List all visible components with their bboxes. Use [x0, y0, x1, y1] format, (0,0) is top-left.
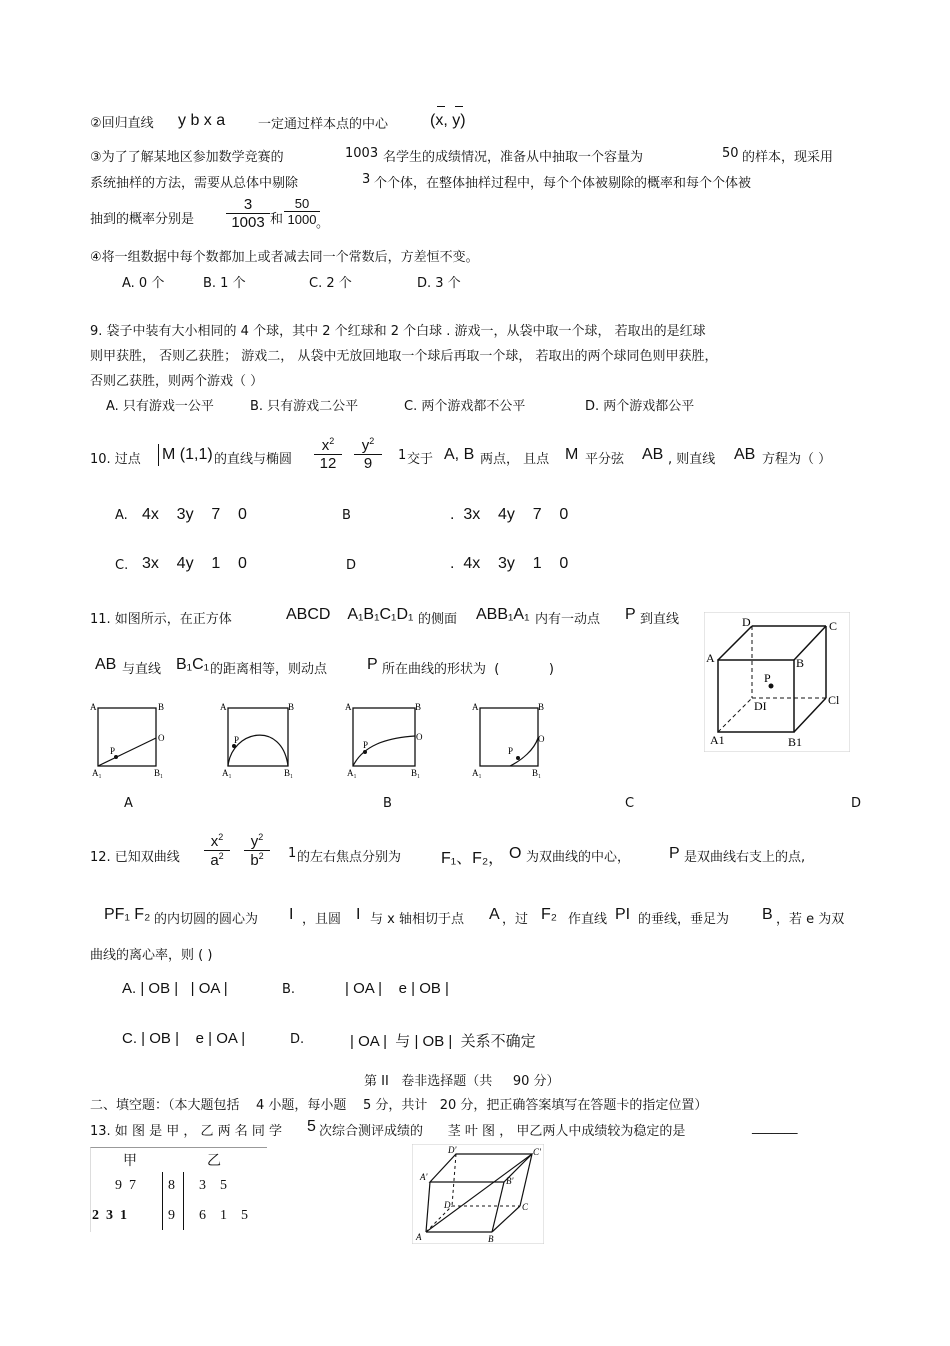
q10-text2: 两点， 且点 [480, 452, 550, 467]
q13-label-d1: D' [448, 1145, 457, 1155]
q11-c-label-a: A [345, 702, 352, 712]
q11-cube-label-b: B [796, 656, 805, 670]
q10-option-a-label: A. [115, 508, 128, 523]
q8-item3-line2num: 3 [362, 172, 371, 187]
q12-option-b-label: B. [282, 982, 296, 997]
q13-label-c1: C' [533, 1147, 541, 1157]
q10-f1-den: 12 [319, 455, 337, 472]
q11-a-curve [98, 738, 156, 766]
q12-f2-den-sup: 2 [258, 851, 264, 861]
q11-cube-hidden-a1d1 [718, 698, 752, 732]
q12-foci: F₁、F₂， [441, 850, 505, 867]
q13-five: 5 [307, 1118, 316, 1135]
q12-p: P [669, 845, 680, 862]
q12-line2f: 与 x 轴相切于点 [370, 912, 464, 927]
q11-b-label-b: B [288, 702, 295, 712]
q12-option-b: | OA | e | OB | [345, 980, 449, 997]
q13-prism-edge-bb [492, 1182, 504, 1232]
q11-a-label-b: B [158, 702, 165, 712]
q12-line3: 曲线的离心率，则 ( ) [90, 948, 213, 963]
q8-item3-c: 的样本，现采用 [742, 150, 834, 165]
q11-d-label-b: B [538, 702, 545, 712]
q13-label-b: B [488, 1234, 494, 1244]
q10-option-a: 4x 3y 7 0 [142, 506, 247, 523]
q11-line1a: 11. 如图所示，在正方体 [90, 612, 232, 627]
q10-option-c: 3x 4y 1 0 [142, 555, 247, 572]
q11-p: P [625, 606, 636, 623]
q12-line2k: PI [615, 906, 631, 923]
q11-a-label-o: O [158, 733, 165, 743]
q8-fraction-1 [226, 196, 270, 231]
q12-f2-var: y [250, 833, 259, 850]
q12-option-c: C. | OB | e | OA | [122, 1030, 246, 1047]
q13-prism-top [430, 1154, 532, 1182]
q10-option-d-label: D [346, 558, 357, 573]
q8-item3-line3: 抽到的概率分别是 [90, 212, 195, 227]
q10-f1-num [314, 436, 342, 455]
q10-fraction-y [354, 436, 382, 472]
q11-b-label-a1: A₁ [222, 768, 232, 778]
q11-choice-c: C [625, 796, 635, 811]
q11-line2b: 与直线 [122, 662, 162, 677]
q11-d-square [480, 708, 538, 766]
q11-line1c: 内有一动点 [535, 612, 601, 627]
q8-fraction-2 [284, 196, 320, 227]
q11-cube-label-a1: A1 [710, 733, 725, 747]
q10-option-b: . 3x 4y 7 0 [450, 506, 569, 523]
q10-prefix: 10. 过点 [90, 452, 141, 467]
q8-overbar-y [455, 106, 463, 107]
q13-row1-right: 3 5 [199, 1178, 227, 1193]
q11-cube-edge-ad [718, 626, 752, 660]
q10-fraction-x [314, 436, 342, 472]
q13-row1-left: 9 7 [115, 1178, 136, 1193]
q13-prism-figure [412, 1144, 544, 1244]
q11-d-label-o: O [538, 734, 545, 744]
q12-line2j: 作直线 [568, 912, 608, 927]
q11-line2e: P [367, 656, 378, 673]
q12-option-d: | OA | 与 | OB | 关系不确定 [350, 1033, 536, 1050]
q10-point-bar [158, 444, 159, 466]
q8-item3-line1 [90, 146, 284, 165]
q11-line2a: AB [95, 656, 117, 673]
q9-option-c: C. 两个游戏都不公平 [404, 399, 526, 414]
q9-line3: 否则乙获胜，则两个游戏（ ） [90, 374, 264, 389]
q8-option-b: B. 1 个 [203, 276, 246, 291]
q11-d-label-a: A [472, 702, 479, 712]
q11-a-label-p: P [110, 746, 116, 756]
q13-text2: 次综合测评成绩的 茎 叶 图 ， 甲乙两人中成绩较为稳定的是 [319, 1124, 686, 1139]
q11-line2f: 所在曲线的形状为 ( ) [382, 662, 554, 677]
q12-fraction-y [244, 832, 270, 869]
q11-a-label-b1: B₁ [154, 768, 164, 778]
q10-text1: 交于 [407, 452, 434, 467]
q11-cube-label-c: C [829, 619, 838, 633]
q12-line2g: A [489, 906, 500, 923]
q11-cube-frame [704, 612, 850, 752]
q11-a-label-a: A [90, 702, 97, 712]
q13-label-d: D [444, 1200, 451, 1210]
q8-item3-line2b: 个个体，在整体抽样过程中，每个个体被剔除的概率和每个个体被 [374, 176, 752, 191]
q8-item2-text: 一定通过样本点的中心 [258, 117, 389, 132]
q10-ab3: AB [734, 446, 756, 463]
q11-c-label-b: B [415, 702, 422, 712]
q8-frac2-den: 1000 [287, 212, 317, 227]
q8-item2 [90, 112, 154, 131]
q11-b-label-p: P [234, 735, 240, 745]
q11-face: ABB₁A₁ [476, 606, 530, 623]
q11-cube-edge-bc [794, 626, 826, 660]
q11-line2c: B₁C₁ [176, 656, 210, 673]
q11-a-square [98, 708, 156, 766]
q12-eq: 1 [288, 846, 297, 861]
q12-line2a: PF₁ F₂ [104, 906, 151, 923]
q13-label-a: A [416, 1232, 422, 1242]
q12-f2-sup: 2 [258, 832, 264, 842]
q8-item2-point: (x, y) [430, 112, 466, 129]
q11-cube: ABCD A₁B₁C₁D₁ [286, 606, 414, 623]
q11-line1b: 的侧面 [418, 612, 458, 627]
q11-cube-label-c1: Cl [828, 693, 840, 707]
q8-option-a: A. 0 个 [122, 276, 165, 291]
q12-line2n: ，若 e 为双 [776, 912, 845, 927]
q9-line2: 则甲获胜， 否则乙获胜； 游戏二， 从袋中无放回地取一个球后再取一个球， 若取出的两个球同色则甲获胜， [90, 349, 718, 364]
q12-f1-num [204, 832, 230, 851]
q12-f2-den [244, 851, 270, 869]
q11-c-label-b1: B₁ [411, 768, 421, 778]
q11-c-point [363, 750, 367, 754]
q11-d-label-p: P [508, 746, 514, 756]
q12-line2e: I [356, 906, 361, 923]
q12-option-d-label: D. [290, 1032, 305, 1047]
q13-stem-leaf-table [90, 1147, 267, 1232]
q12-f2-den-var: b [250, 852, 259, 869]
q13-prism-edge-bc [492, 1206, 520, 1232]
q9-line1: 9. 袋子中装有大小相同的 4 个球，其中 2 个红球和 2 个白球 . 游戏一，从袋中取一个球， 若取出的是红球 [90, 324, 706, 339]
q13-label-a1: A' [420, 1172, 428, 1182]
q10-text4: , 则直线 [668, 452, 716, 467]
q8-item4: ④将一组数据中每个数都加上或者减去同一个常数后，方差恒不变。 [90, 250, 479, 265]
q12-f1-den-sup: 2 [218, 851, 224, 861]
q11-line2d: 的距离相等，则动点 [210, 662, 328, 677]
q8-frac1-num: 3 [226, 196, 270, 214]
q8-overbar-x [437, 106, 445, 107]
q10-point: M (1,1) [162, 446, 213, 463]
q8-option-c: C. 2 个 [309, 276, 352, 291]
q11-line1d: 到直线 [640, 612, 680, 627]
q11-option-a-figure [90, 700, 168, 778]
q11-cube-label-d: D [742, 615, 751, 629]
q13-text: 13. 如 图 是 甲 ， 乙 两 名 同 学 [90, 1124, 282, 1139]
q11-d-point [516, 756, 520, 760]
q13-row1-stem: 8 [168, 1178, 175, 1193]
q11-d-label-a1: A₁ [472, 768, 482, 778]
q12-o: O [509, 845, 522, 862]
q12-text2: 为双曲线的中心， [526, 850, 631, 865]
q13-prism-hidden-dd [452, 1154, 456, 1206]
q12-f1-den-var: a [210, 852, 219, 869]
q10-option-d: . 4x 3y 1 0 [450, 555, 569, 572]
q11-c-label-o: O [416, 732, 423, 742]
q11-choice-b: B [383, 796, 392, 811]
q11-option-b-figure [220, 700, 298, 778]
part2-section: 二、填空题：（本大题包括 4 小题，每小题 5 分，共计 20 分，把正确答案填写在答题卡的指定位置） [90, 1098, 708, 1113]
q9-option-d: D. 两个游戏都公平 [585, 399, 695, 414]
q8-item3-b: 名学生的成绩情况，准备从中抽取一个容量为 [383, 150, 644, 165]
q11-a-label-a1: A₁ [92, 768, 102, 778]
q10-f1-sup: 2 [329, 436, 335, 446]
q13-blank: _______ [752, 1120, 798, 1135]
q10-text3: 平分弦 [585, 452, 625, 467]
q12-f1-var: x [210, 833, 219, 850]
q11-cube-label-p: P [764, 671, 771, 685]
q8-item3-num2: 50 [722, 146, 739, 161]
q10-mid: 的直线与椭圆 [214, 452, 293, 467]
q10-f2-den: 9 [363, 455, 373, 472]
q10-text5: 方程为（ ） [762, 452, 832, 467]
q9-option-a: A. 只有游戏一公平 [106, 399, 214, 414]
q12-option-a: A. | OB | | OA | [122, 980, 228, 997]
q8-item3-num: 1003 [345, 146, 379, 161]
part2-title: 第 II 卷非选择题（共 90 分） [364, 1074, 560, 1089]
q10-ab: A, B [444, 446, 475, 463]
q13-row2-stem: 9 [168, 1208, 175, 1223]
q8-item2-eq: y b x a [178, 112, 226, 129]
q11-option-d-figure [466, 700, 548, 778]
q12-line2d: ，且圆 [302, 912, 342, 927]
q8-item2-prefix: ②回归直线 [90, 116, 154, 131]
q10-f1-var: x [321, 437, 330, 454]
q8-option-d: D. 3 个 [417, 276, 461, 291]
q11-cube-figure [704, 612, 850, 752]
q8-end: 。 [316, 216, 330, 231]
q10-option-b-label: B [342, 508, 351, 523]
q8-and: 和 [270, 212, 284, 227]
q11-cube-label-a: A [706, 651, 715, 665]
q12-prefix: 12. 已知双曲线 [90, 850, 180, 865]
q10-option-c-label: C. [115, 558, 129, 573]
q12-text3: 是双曲线右支上的点, [684, 850, 806, 865]
q11-b-label-a: A [220, 702, 227, 712]
q8-frac1-den: 1003 [231, 214, 265, 231]
q8-item3-a: ③为了了解某地区参加数学竞赛的 [90, 150, 284, 165]
q11-option-c-figure [345, 700, 427, 778]
q12-f1-den [204, 851, 230, 869]
q11-d-label-b1: B₁ [532, 768, 542, 778]
q10-f2-var: y [361, 437, 370, 454]
q11-d-curve [510, 738, 538, 766]
q12-line2c: I [289, 906, 294, 923]
q13-prism-diagonal [426, 1154, 532, 1232]
q12-text1: 的左右焦点分别为 [297, 850, 402, 865]
q11-choice-d: D [851, 796, 862, 811]
q11-c-label-p: P [363, 740, 369, 750]
q13-header-left: 甲 [123, 1154, 137, 1169]
q12-f1-sup: 2 [218, 832, 224, 842]
q12-line2m: B [762, 906, 773, 923]
q12-line2i: F₂ [541, 906, 557, 923]
q13-label-c: C [522, 1202, 529, 1212]
q13-row2-right: 6 1 5 [199, 1208, 248, 1223]
q11-cube-label-b1: B1 [788, 735, 803, 749]
q12-line2h: ，过 [502, 912, 529, 927]
q11-cube-edge-b1c1 [794, 698, 826, 732]
q13-stem-divider-left [162, 1172, 163, 1230]
q11-choice-a: A [124, 796, 133, 811]
q13-label-b1: B' [506, 1176, 514, 1186]
q11-cube-label-d1: DI [754, 699, 767, 713]
q12-f2-num [244, 832, 270, 851]
q12-line2b: 的内切圆的圆心为 [154, 912, 259, 927]
q10-eq1: 1 [398, 448, 407, 463]
q13-row2-left: 2 3 1 [92, 1208, 127, 1223]
q13-prism-edge-aa [426, 1182, 430, 1232]
q8-frac2-num: 50 [284, 196, 320, 212]
q12-line2l: 的垂线，垂足为 [638, 912, 730, 927]
q12-fraction-x [204, 832, 230, 869]
q8-item3-line2a: 系统抽样的方法，需要从总体中剔除 [90, 176, 299, 191]
q13-stem-divider-right [183, 1172, 184, 1230]
q10-ab2: AB [642, 446, 664, 463]
q9-option-b: B. 只有游戏二公平 [250, 399, 359, 414]
q10-f2-sup: 2 [369, 436, 375, 446]
q10-f2-num [354, 436, 382, 455]
q11-b-label-b1: B₁ [284, 768, 294, 778]
q11-c-label-a1: A₁ [347, 768, 357, 778]
q10-m: M [565, 446, 579, 463]
q13-header-right: 乙 [207, 1154, 221, 1169]
